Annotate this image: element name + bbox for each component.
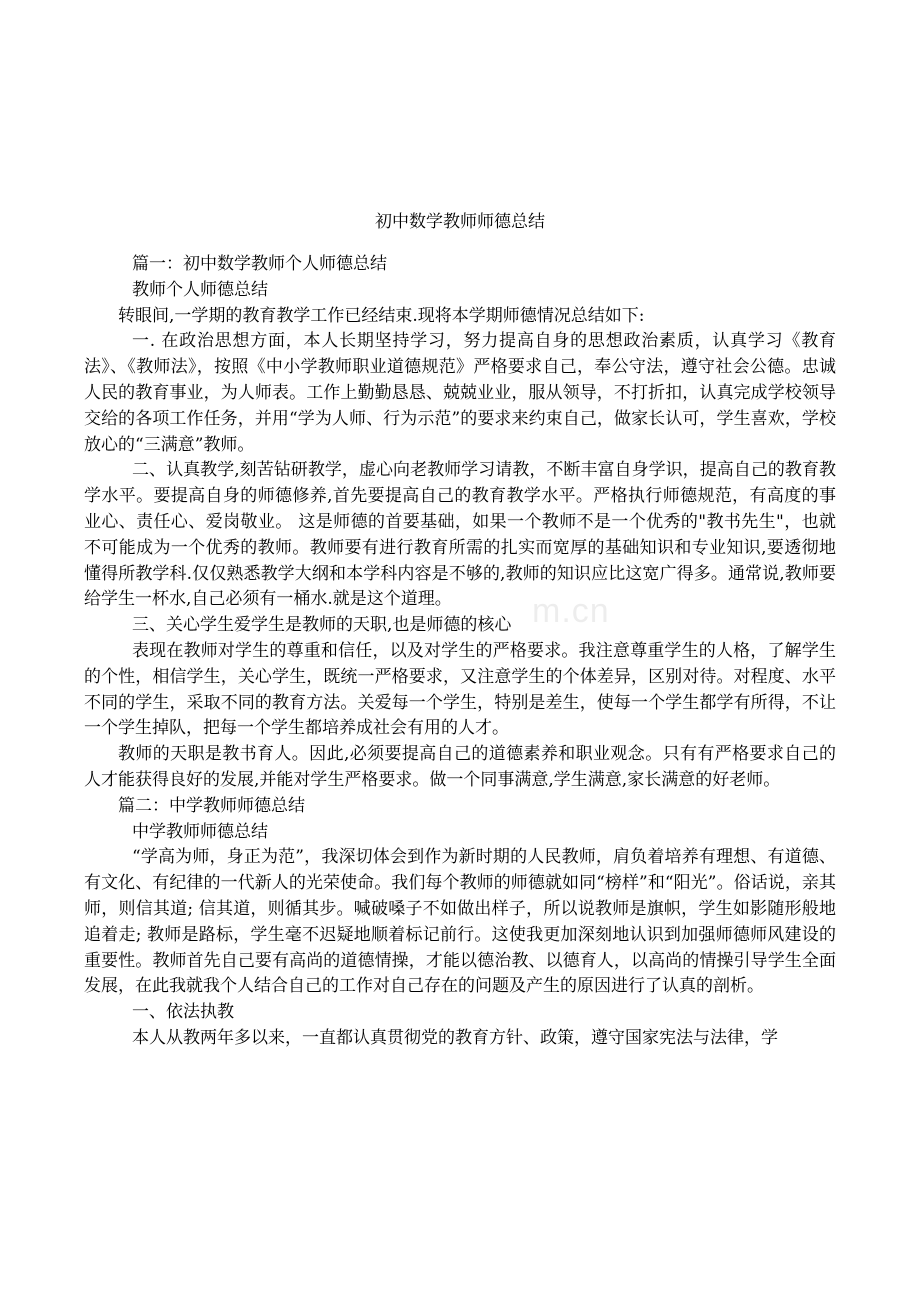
paragraph: 本人从教两年多以来，一直都认真贯彻党的教育方针、政策，遵守国家宪法与法律，学 [132,1027,778,1048]
subheading-1: 教师个人师德总结 [132,279,268,300]
subheading-2: 中学教师师德总结 [132,821,268,842]
section-heading-2: 篇二：中学教师师德总结 [118,795,305,816]
watermark: m.cn [532,592,610,630]
section-heading-1: 篇一：初中数学教师个人师德总结 [132,254,387,274]
paragraph: “学高为师，身正为范”，我深切体会到作为新时期的人民教师，肩负着培养有理想、有道德、有文化、有纪律的一代新人的光荣使命。我们每个教师的师德就如同“榜样”和“阳光”。俗话说，亲其师，则信其道; 信其道，则循其步。喊破嗓子不如做出样子，所以说教师是旗帜，学生如影随形般地追着走; 教师是路标，学生毫不迟疑地顺着标记前行。这使我更加深刻地认识到加强师德师风建设的重要性。教师首先自己要有高尚的道德情操，才能以德治教、以德育人，以高尚的情操引导学生全面发展，在此我就我个人结合自己的工作对自己存在的问题及产生的原因进行了认真的剖析。 [84,847,836,997]
document-title: 初中数学教师师德总结 [375,212,545,232]
document-body [84,252,836,1052]
paragraph: 二、认真教学,刻苦钻研教学，虚心向老教师学习请教，不断丰富自身学识，提高自己的教育教学水平。要提高自身的师德修养,首先要提高自己的教育教学水平。严格执行师德规范，有高度的事业心、责任心、爱岗敬业。 这是师德的首要基础，如果一个教师不是一个优秀的"教书先生"，也就不可能成为一个优秀的教师。教师要有进行教育所需的扎实而宽厚的基础知识和专业知识,要透彻地懂得所教学科.仅仅熟悉教学大纲和本学科内容是不够的,教师的知识应比这宽广得多。通常说,教师要给学生一杯水,自己必须有一桶水.就是这个道理。 [84,460,836,610]
paragraph: 转眼间,一学期的教育教学工作已经结束.现将本学期师德情况总结如下: [118,305,645,326]
paragraph: 一、依法执教 [132,1002,234,1023]
paragraph: 表现在教师对学生的尊重和信任，以及对学生的严格要求。我注意尊重学生的人格，了解学生的个性，相信学生，关心学生，既统一严格要求，又注意学生的个体差异，区别对待。对程度、水平不同的学生，采取不同的教育方法。关爱每一个学生，特别是差生，使每一个学生都学有所得，不让一个学生掉队，把每一个学生都培养成社会有用的人才。 [84,640,836,739]
paragraph: 三、关心学生爱学生是教师的天职,也是师德的核心 [132,615,512,636]
paragraph: 一. 在政治思想方面，本人长期坚持学习，努力提高自身的思想政治素质，认真学习《教育法》、《教师法》，按照《中小学教师职业道德规范》严格要求自己，奉公守法，遵守社会公德。忠诚人民的教育事业，为人师表。工作上勤勤恳恳、兢兢业业，服从领导，不打折扣，认真完成学校领导交给的各项工作任务，并用“学为人师、行为示范”的要求来约束自己，做家长认可，学生喜欢，学校放心的“三满意”教师。 [84,331,836,455]
paragraph: 教师的天职是教书育人。因此,必须要提高自己的道德素养和职业观念。只有有严格要求自己的人才能获得良好的发展,并能对学生严格要求。做一个同事满意,学生满意,家长满意的好老师。 [84,744,836,790]
